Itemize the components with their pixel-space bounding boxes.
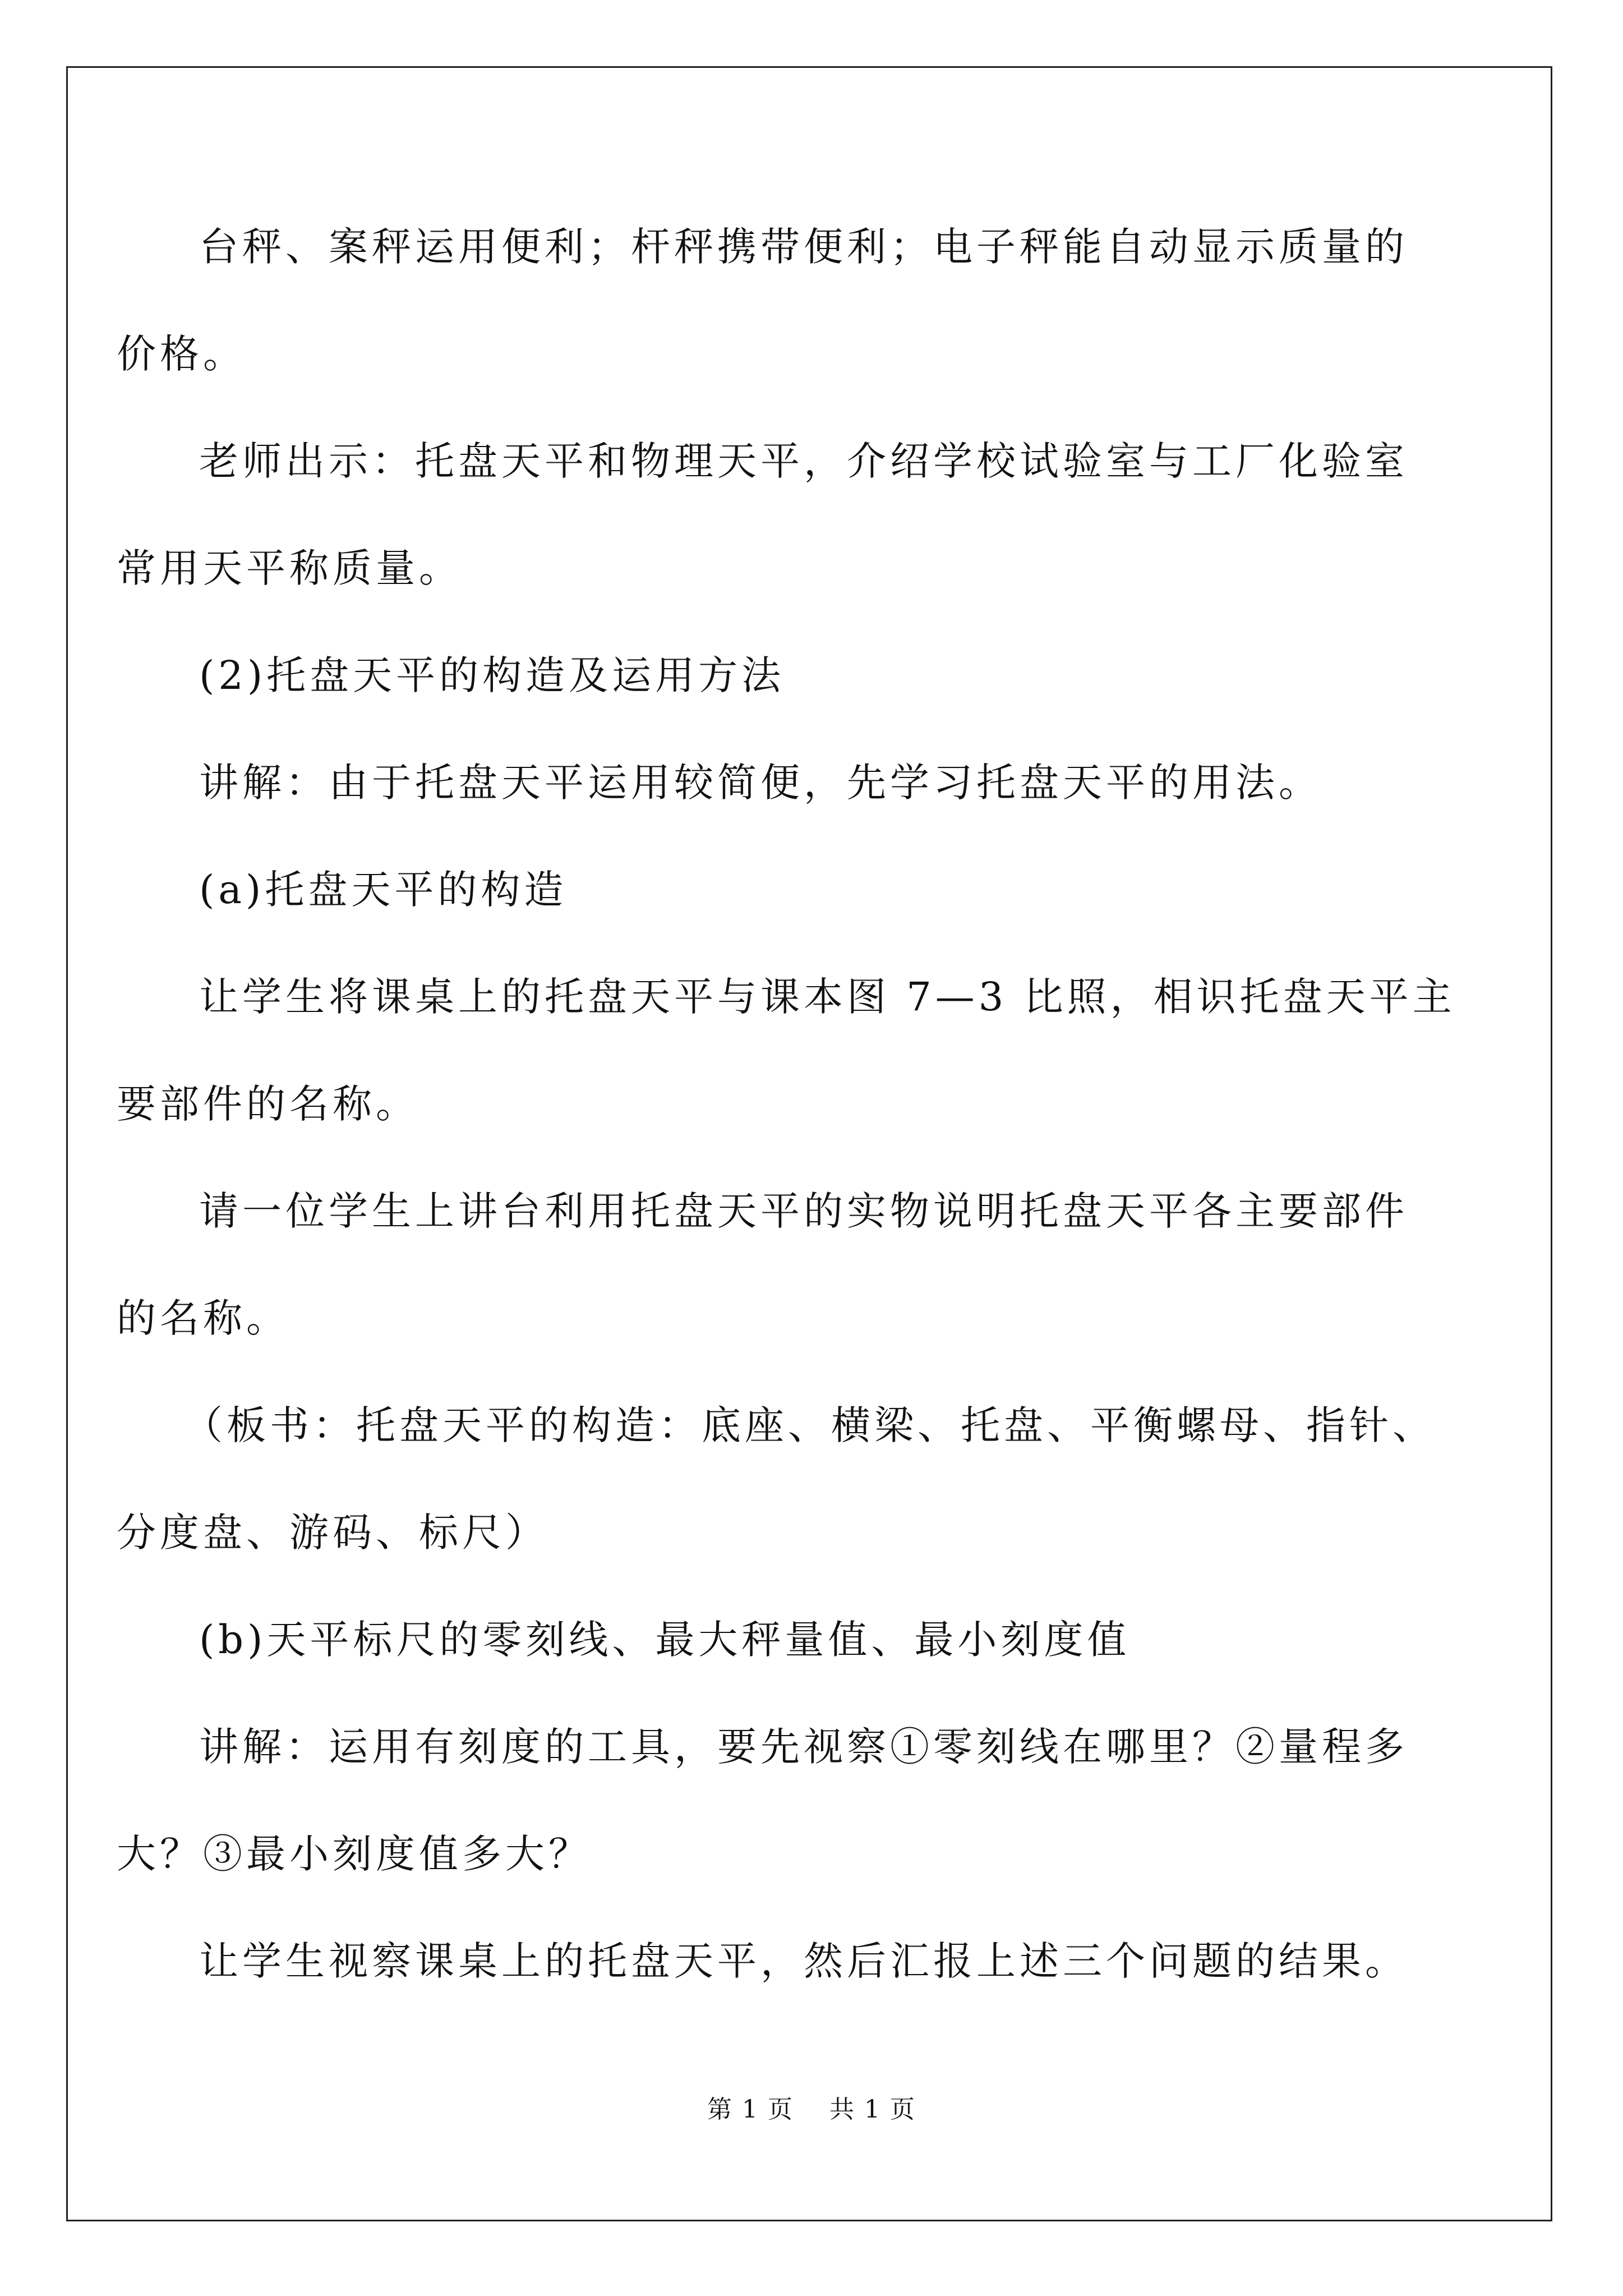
page-footer [0, 2089, 1623, 2125]
paragraph-line: (b)天平标尺的零刻线、最大秤量值、最小刻度值 [199, 1617, 1131, 1663]
paragraph-line: 讲解：由于托盘天平运用较简便，先学习托盘天平的用法。 [199, 760, 1322, 806]
paragraph-line: 分度盘、游码、标尺） [117, 1510, 548, 1556]
paragraph-student-explain [117, 1158, 1430, 1372]
paragraph-line: 请一位学生上讲台利用托盘天平的实物说明托盘天平各主要部件 [199, 1188, 1408, 1234]
paragraph-line: 老师出示：托盘天平和物理天平，介绍学校试验室与工厂化验室 [199, 438, 1408, 484]
page-total: 共 1 页 [829, 2095, 916, 2124]
paragraph-line: 讲解：运用有刻度的工具，要先视察①零刻线在哪里？②量程多 [199, 1724, 1408, 1770]
page-number: 第 1 页 [707, 2095, 794, 2124]
paragraph-scale-questions [117, 1694, 1430, 1908]
paragraph-line: 常用天平称质量。 [117, 545, 462, 591]
paragraph-line: 大？③最小刻度值多大？ [117, 1831, 592, 1877]
paragraph-line: 让学生视察课桌上的托盘天平，然后汇报上述三个问题的结果。 [199, 1938, 1408, 1984]
paragraph-board-notes [117, 1372, 1436, 1586]
paragraph-scale-usage [117, 194, 1430, 408]
paragraph-line: 让学生将课桌上的托盘天平与课本图 7—3 比照，相识托盘天平主 [199, 974, 1456, 1020]
paragraph-line: 要部件的名称。 [117, 1081, 419, 1127]
paragraph-line: (2)托盘天平的构造及运用方法 [199, 652, 785, 698]
paragraph-student-report [199, 1908, 1430, 2015]
paragraph-line: 价格。 [117, 331, 246, 377]
paragraph-teacher-demo [117, 408, 1430, 622]
section-heading-2 [199, 622, 1430, 729]
section-heading-b [199, 1586, 1430, 1694]
paragraph-line: (a)托盘天平的构造 [199, 867, 568, 913]
paragraph-line: 的名称。 [117, 1295, 289, 1341]
paragraph-line: （板书：托盘天平的构造：底座、横梁、托盘、平衡螺母、指针、 [183, 1402, 1436, 1448]
paragraph-explanation [199, 729, 1430, 836]
paragraph-line: 台秤、案秤运用便利；杆秤携带便利；电子秤能自动显示质量的 [199, 224, 1408, 270]
paragraph-compare-figure [117, 944, 1456, 1158]
section-heading-a [199, 836, 1430, 944]
